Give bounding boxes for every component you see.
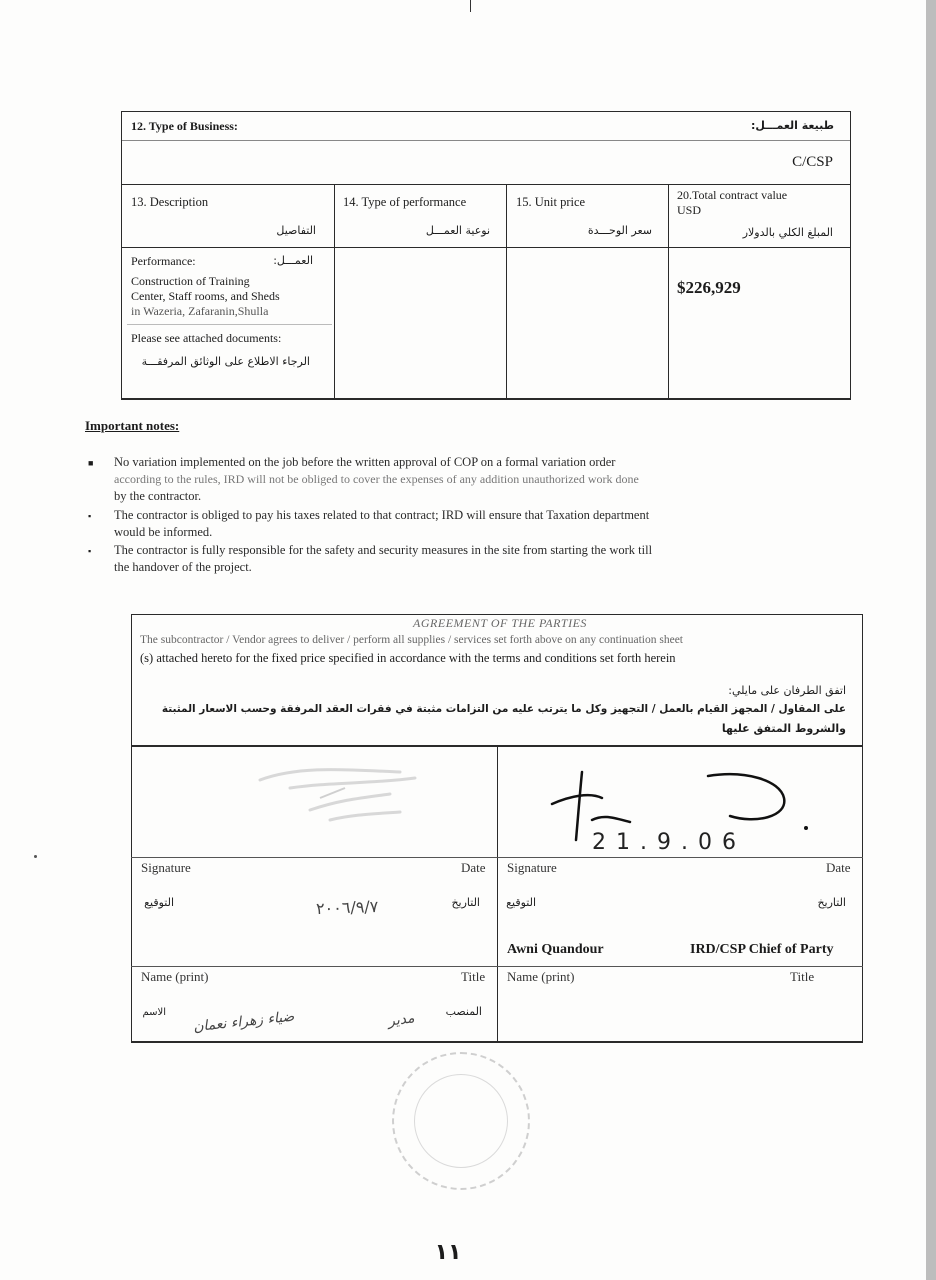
note-bullet: ▪ bbox=[88, 546, 92, 556]
total-value-header-line1: 20.Total contract value bbox=[677, 188, 788, 202]
note-1-line-3: by the contractor. bbox=[114, 489, 202, 503]
total-value-header-line2: USD bbox=[677, 203, 702, 217]
note-3-line-2: the handover of the project. bbox=[114, 560, 252, 574]
description-header: 13. Description bbox=[131, 195, 209, 209]
agreement-title: AGREEMENT OF THE PARTIES bbox=[413, 616, 587, 630]
type-of-business-label: 12. Type of Business: bbox=[131, 119, 238, 133]
right-title-label: Title bbox=[790, 969, 815, 984]
important-notes-title: Important notes: bbox=[85, 418, 180, 433]
right-date-value: 21.9.06 bbox=[592, 830, 746, 855]
unit-price-header: 15. Unit price bbox=[516, 195, 586, 209]
left-title-label: Title bbox=[461, 969, 486, 984]
right-name-value: Awni Quandour bbox=[507, 942, 604, 957]
note-bullet: ■ bbox=[88, 458, 94, 468]
agreement-ar-line3: والشروط المتفق عليها bbox=[721, 722, 846, 735]
right-title-value: IRD/CSP Chief of Party bbox=[690, 942, 834, 957]
agreement-ar-line2: على المقاول / المجهز القيام بالعمل / التجهيز وكل ما يترتب عليه من التزامات مثبتة في فقرات العقد المرفقة وحسب الاسعار المثبتة bbox=[161, 703, 846, 715]
left-date-label: Date bbox=[461, 860, 486, 875]
type-of-business-value: C/CSP bbox=[792, 154, 833, 170]
note-1-line-2: according to the rules, IRD will not be obliged to cover the expenses of any addition unauthorized work done bbox=[114, 472, 639, 486]
left-name-value: ضياء زهراء نعمان bbox=[191, 1008, 295, 1036]
left-signature-label: Signature bbox=[141, 860, 191, 875]
work-description-line2: Center, Staff rooms, and Sheds bbox=[131, 289, 280, 303]
left-name-label: Name (print) bbox=[141, 969, 209, 984]
work-description bbox=[131, 274, 280, 319]
right-name-label: Name (print) bbox=[507, 969, 575, 984]
note-3-line-1: The contractor is fully responsible for the safety and security measures in the site from starting the work till bbox=[114, 543, 653, 557]
performance-type-header-ar: نوعية العمـــل bbox=[425, 224, 490, 237]
note-item bbox=[114, 542, 814, 576]
description-header-ar: التفاصيل bbox=[276, 224, 316, 237]
right-signature-label-ar: التوقيع bbox=[506, 896, 536, 909]
work-description-line3: in Wazeria, Zafaranin,Shulla bbox=[131, 304, 269, 318]
unit-price-header-ar: سعر الوحـــدة bbox=[587, 224, 652, 237]
note-item bbox=[114, 454, 814, 505]
scan-right-edge bbox=[926, 0, 936, 1280]
scan-speck bbox=[34, 855, 37, 858]
see-attached-documents-ar: الرجاء الاطلاع على الوثائق المرفقـــة bbox=[141, 355, 310, 368]
note-1-line-1: No variation implemented on the job before the written approval of COP on a formal variation order bbox=[114, 455, 616, 469]
official-stamp-inner-ring bbox=[414, 1074, 508, 1168]
left-title-value: مدير bbox=[386, 1010, 415, 1030]
top-edge-mark bbox=[470, 0, 471, 12]
performance-label-ar: العمـــل: bbox=[273, 254, 313, 267]
see-attached-documents: Please see attached documents: bbox=[131, 331, 282, 345]
type-of-business-label-ar: طبيعة العمـــل: bbox=[750, 119, 834, 132]
left-signature-label-ar: التوقيع bbox=[144, 896, 174, 909]
agreement-text-line2: (s) attached hereto for the fixed price specified in accordance with the terms and conditions set forth herein bbox=[140, 651, 676, 665]
note-item bbox=[114, 507, 814, 541]
page-number: ١١ bbox=[434, 1240, 462, 1265]
total-value-header bbox=[677, 188, 787, 218]
right-date-label-ar: التاريخ bbox=[817, 896, 846, 909]
total-contract-value: $226,929 bbox=[677, 278, 741, 297]
note-bullet: ▪ bbox=[88, 511, 92, 521]
work-description-line1: Construction of Training bbox=[131, 274, 250, 288]
right-signature-image bbox=[540, 762, 820, 858]
official-stamp bbox=[392, 1052, 530, 1190]
right-date-label: Date bbox=[826, 860, 851, 875]
left-title-label-ar: المنصب bbox=[445, 1005, 482, 1018]
performance-label: Performance: bbox=[131, 254, 196, 268]
right-signature-label: Signature bbox=[507, 860, 557, 875]
left-date-value: ٢٠٠٦/٩/٧ bbox=[315, 896, 379, 919]
note-2-line-2: would be informed. bbox=[114, 525, 213, 539]
performance-type-header: 14. Type of performance bbox=[343, 195, 467, 209]
agreement-ar-line1: اتفق الطرفان على مايلي: bbox=[728, 684, 846, 697]
note-2-line-1: The contractor is obliged to pay his taxes related to that contract; IRD will ensure that Taxation department bbox=[114, 508, 650, 522]
left-name-label-ar: الاسم bbox=[142, 1007, 166, 1018]
total-value-header-ar: المبلغ الكلي بالدولار bbox=[742, 226, 833, 239]
agreement-text-line1: The subcontractor / Vendor agrees to deliver / perform all supplies / services set forth above on any continuation sheet bbox=[140, 634, 683, 646]
left-date-label-ar: التاريخ bbox=[451, 896, 480, 909]
left-signature-image bbox=[250, 760, 430, 830]
